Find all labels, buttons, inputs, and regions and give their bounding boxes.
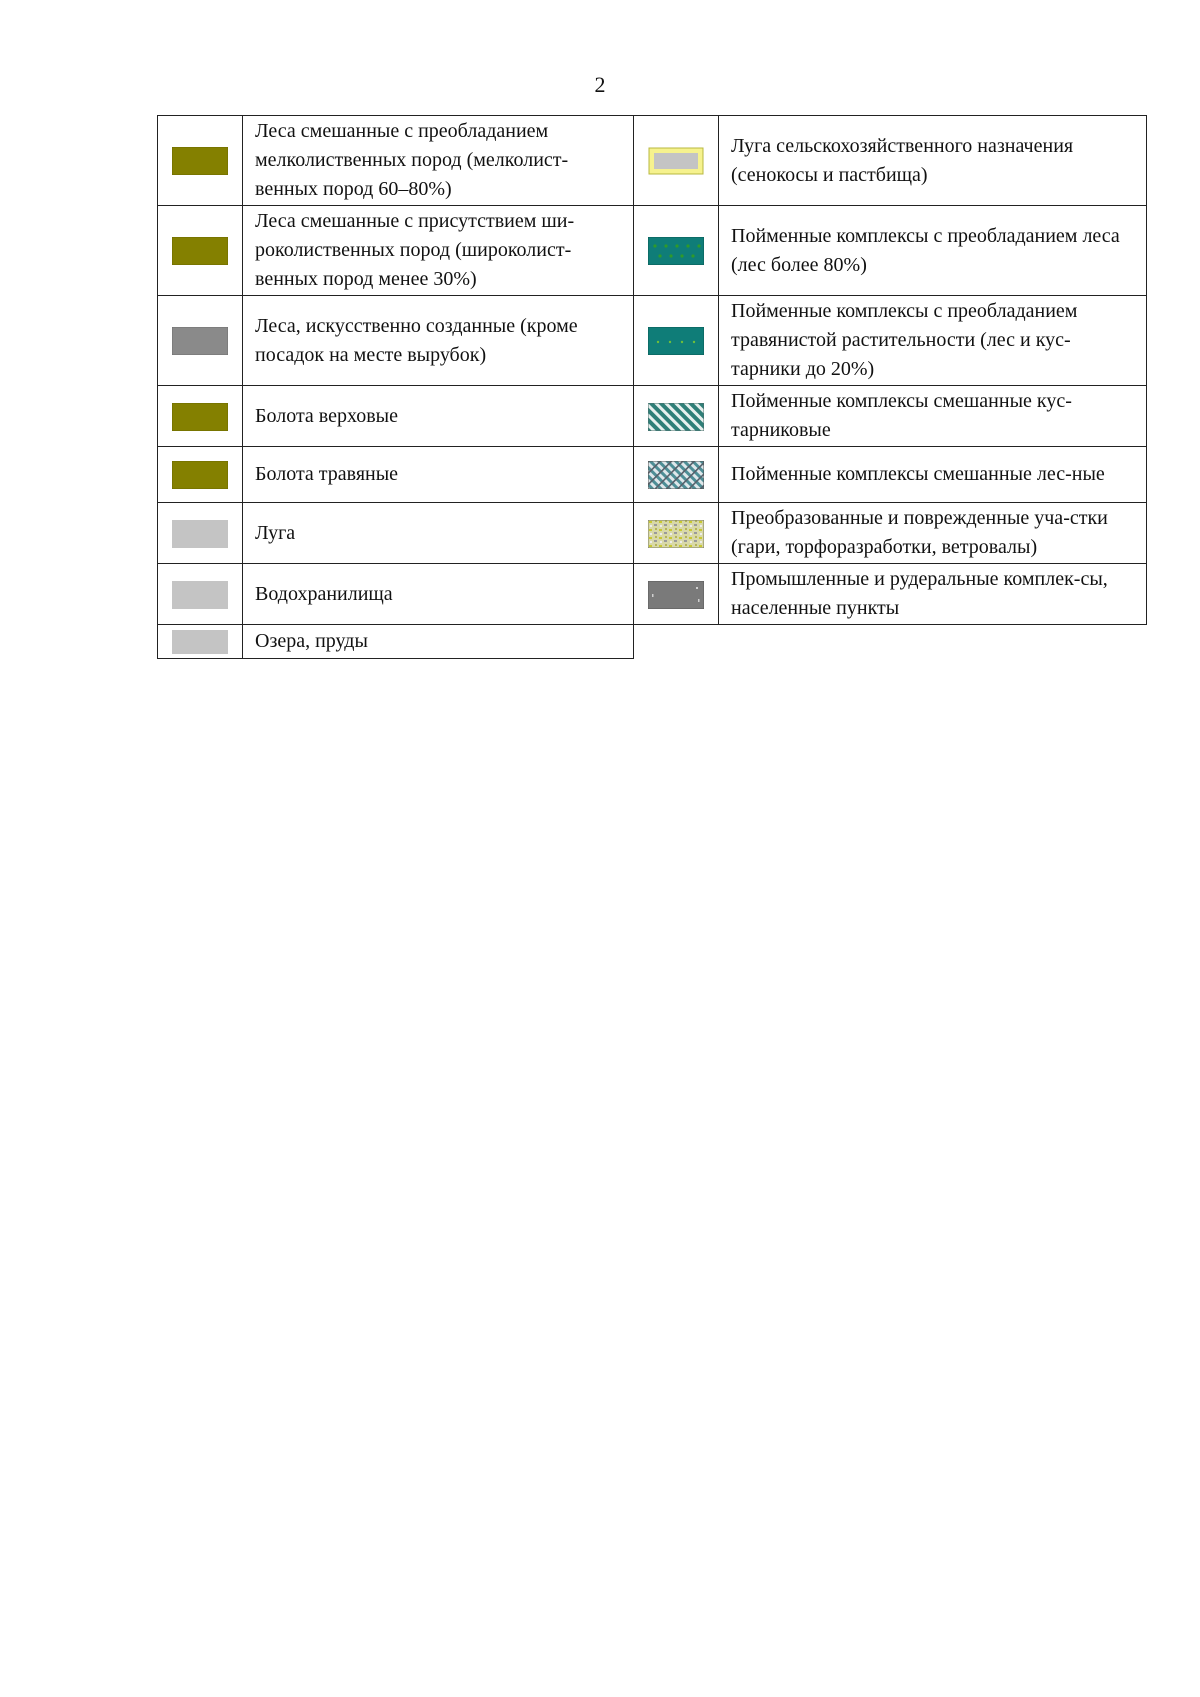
floodplain-shrub-swatch-icon <box>648 403 704 431</box>
map-legend-table <box>157 115 1147 659</box>
raised-bog-swatch-icon <box>172 403 228 431</box>
legend-row <box>158 503 1147 564</box>
legend-swatch-cell <box>634 296 719 386</box>
legend-row <box>158 386 1147 447</box>
legend-label: Леса смешанные с преобладанием мелколиственных пород (мелколист-венных пород 60–80%) <box>243 116 634 206</box>
legend-label: Пойменные комплексы с преобладанием леса (лес более 80%) <box>719 206 1147 296</box>
floodplain-mixed-forest-swatch-icon <box>648 461 704 489</box>
legend-swatch-cell <box>634 116 719 206</box>
grass-bog-swatch-icon <box>172 461 228 489</box>
legend-row <box>158 116 1147 206</box>
legend-swatch-cell <box>634 503 719 564</box>
artificial-forest-swatch-icon <box>172 327 228 355</box>
legend-label: Водохранилища <box>243 564 634 625</box>
lakes-ponds-swatch-icon <box>172 630 228 654</box>
legend-label: Леса, искусственно созданные (кроме посадок на месте вырубок) <box>243 296 634 386</box>
page-number: 2 <box>594 72 606 97</box>
legend-swatch-cell <box>158 503 243 564</box>
industrial-settlement-swatch-icon <box>648 581 704 609</box>
legend-label: Болота верховые <box>243 386 634 447</box>
legend-row <box>158 206 1147 296</box>
legend-row <box>158 447 1147 503</box>
legend-swatch-cell <box>158 296 243 386</box>
legend-swatch-cell <box>158 116 243 206</box>
olive-forest-swatch-icon <box>172 237 228 265</box>
legend-label: Луга сельскохозяйственного назначения (сенокосы и пастбища) <box>719 116 1147 206</box>
legend-swatch-cell <box>634 564 719 625</box>
legend-swatch-cell <box>158 206 243 296</box>
legend-swatch-cell <box>158 447 243 503</box>
legend-swatch-cell <box>634 447 719 503</box>
damaged-areas-swatch-icon <box>648 520 704 548</box>
reservoir-swatch-icon <box>172 581 228 609</box>
agricultural-meadow-swatch-icon <box>648 147 704 175</box>
legend-label: Преобразованные и поврежденные уча-стки (гари, торфоразработки, ветровалы) <box>719 503 1147 564</box>
floodplain-forest-swatch-icon <box>648 237 704 265</box>
legend-label: Пойменные комплексы смешанные лес-ные <box>719 447 1147 503</box>
floodplain-grass-swatch-icon <box>648 327 704 355</box>
legend-row <box>158 625 1147 659</box>
legend-row <box>158 564 1147 625</box>
olive-forest-swatch-icon <box>172 147 228 175</box>
legend-label: Луга <box>243 503 634 564</box>
legend-swatch-cell <box>158 386 243 447</box>
legend-swatch-cell <box>158 564 243 625</box>
legend-swatch-cell <box>634 386 719 447</box>
legend-label: Пойменные комплексы с преобладанием травянистой растительности (лес и кус-тарники до 20%) <box>719 296 1147 386</box>
legend-swatch-cell <box>634 206 719 296</box>
legend-label: Леса смешанные с присутствием ши-роколиственных пород (широколист-венных пород менее 30%) <box>243 206 634 296</box>
legend-row <box>158 296 1147 386</box>
meadow-swatch-icon <box>172 520 228 548</box>
legend-swatch-cell <box>158 625 243 659</box>
legend-label: Болота травяные <box>243 447 634 503</box>
legend-label: Пойменные комплексы смешанные кус-тарниковые <box>719 386 1147 447</box>
empty-cell <box>634 625 1147 659</box>
legend-label: Промышленные и рудеральные комплек-сы, населенные пункты <box>719 564 1147 625</box>
legend-label: Озера, пруды <box>243 625 634 659</box>
